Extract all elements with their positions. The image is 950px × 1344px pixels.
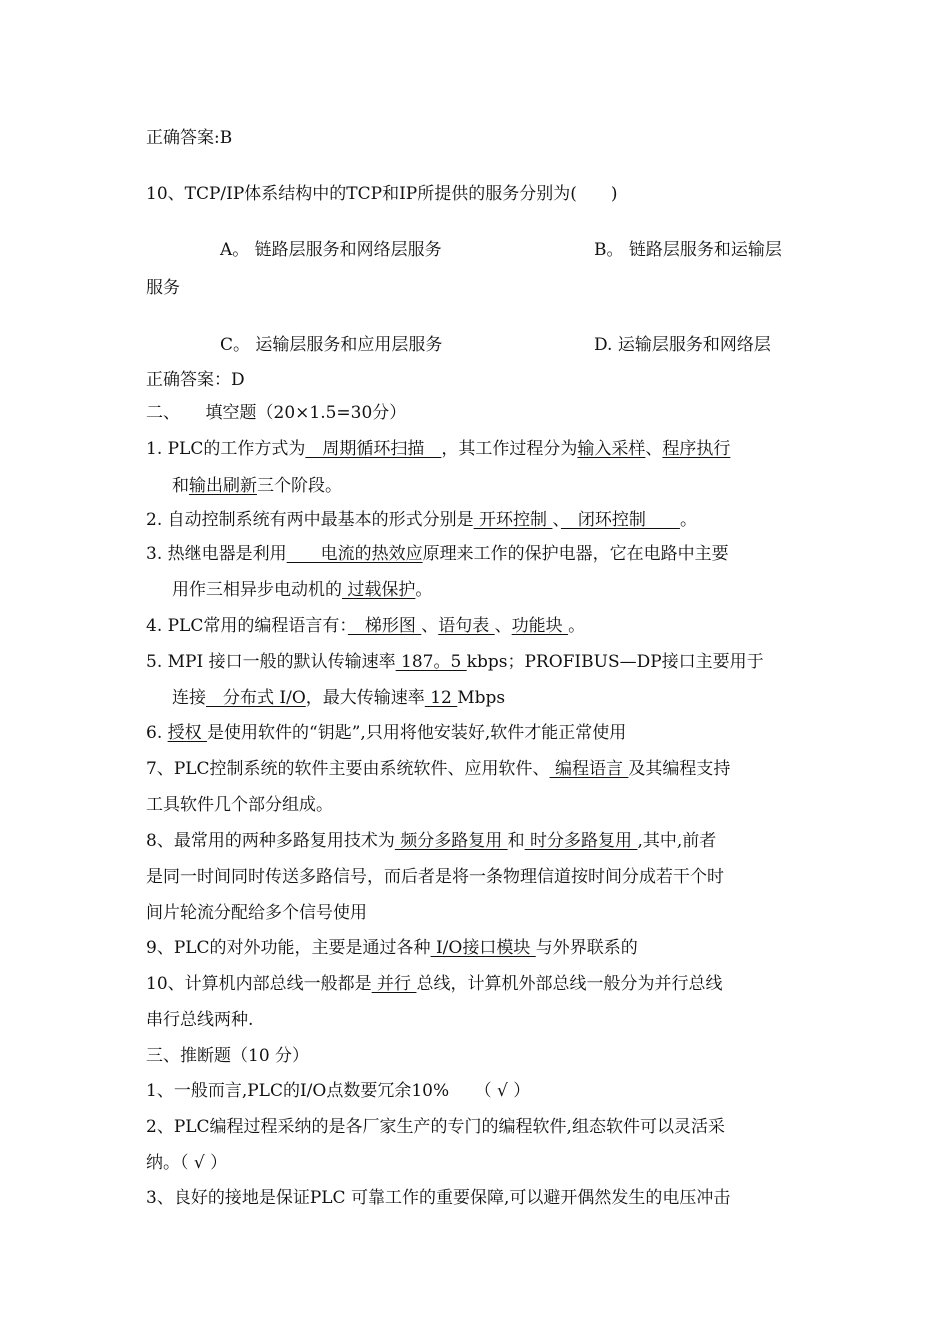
fill-item-7-cont: 工具软件几个部分组成。 [146,795,333,815]
blank-answer: 分布式 I/O [206,688,306,708]
previous-answer: 正确答案:B [146,128,233,148]
blank-answer: 周期循环扫描 [305,439,442,459]
fill-item-1-cont: 和输出刷新三个阶段。 [172,476,342,496]
fill-item-8: 8、最常用的两种多路复用技术为 频分多路复用 和 时分多路复用 ,其中,前者 [146,831,717,851]
fill-item-4: 4. PLC常用的编程语言有： 梯形图 、语句表 、功能块 。 [146,616,586,636]
section-2-heading: 二、 填空题（20×1.5=30分） [146,403,407,423]
judge-item-1: 1、一般而言,PLC的I/O点数要冗余10% （ √ ） [146,1081,531,1101]
option-d: D. 运输层服务和网络层 [594,335,771,355]
blank-answer: 187。5 [395,652,467,672]
option-a: A。 链路层服务和网络层服务 [220,240,442,260]
blank-answer: 开环控制 [473,510,553,530]
fill-item-10-cont: 串行总线两种. [146,1010,254,1030]
blank-answer: 并行 [371,974,417,994]
judge-item-2-cont: 纳。（ √ ） [146,1153,228,1173]
question-10-stem: 10、TCP/IP体系结构中的TCP和IP所提供的服务分别为( ) [146,184,618,204]
blank-answer: 输出刷新 [189,476,257,496]
fill-item-5-cont: 连接 分布式 I/O，最大传输速率 12 Mbps [172,688,506,708]
fill-item-6: 6. 授权 是使用软件的“钥匙”,只用将他安装好,软件才能正常使用 [146,723,627,743]
option-b-wrap: 服务 [146,278,180,298]
blank-answer: 输入采样 [577,439,646,459]
blank-answer: I/O接口模块 [430,938,536,958]
judge-item-3: 3、良好的接地是保证PLC 可靠工作的重要保障,可以避开偶然发生的电压冲击 [146,1188,731,1208]
option-b: B。 链路层服务和运输层 [594,240,782,260]
fill-item-8-cont-2: 间片轮流分配给多个信号使用 [146,903,367,923]
blank-answer: 过载保护 [342,580,416,600]
blank-answer: 功能块 [511,616,569,636]
fill-item-10: 10、计算机内部总线一般都是 并行 总线，计算机外部总线一般分为并行总线 [146,974,723,994]
fill-item-3: 3. 热继电器是利用 电流的热效应原理来工作的保护电器，它在电路中主要 [146,544,729,564]
question-10-answer: 正确答案：D [146,370,245,390]
fill-item-7: 7、PLC控制系统的软件主要由系统软件、应用软件、 编程语言 及其编程支持 [146,759,731,779]
blank-answer: 语句表 [438,616,495,636]
blank-answer: 时分多路复用 [524,831,638,851]
judge-item-2: 2、PLC编程过程采纳的是各厂家生产的专门的编程软件,组态软件可以灵活采 [146,1117,725,1137]
blank-answer: 授权 [167,723,208,743]
fill-item-5: 5. MPI 接口一般的默认传输速率 187。5 kbps；PROFIBUS—DP接口主要用于 [146,652,764,672]
blank-answer: 频分多路复用 [394,831,508,851]
blank-answer: 12 [424,688,458,708]
fill-item-9: 9、PLC的对外功能，主要是通过各种 I/O接口模块 与外界联系的 [146,938,638,958]
blank-answer: 电流的热效应 [286,544,423,564]
fill-item-3-cont: 用作三相异步电动机的 过载保护。 [172,580,433,600]
fill-item-1: 1. PLC的工作方式为 周期循环扫描 ，其工作过程分为输入采样、程序执行 [146,439,731,459]
blank-answer: 编程语言 [549,759,629,779]
blank-answer: 程序执行 [662,439,731,459]
option-c: C。 运输层服务和应用层服务 [220,335,443,355]
section-3-heading: 三、推断题（10 分） [146,1046,310,1066]
fill-item-8-cont-1: 是同一时间同时传送多路信号，而后者是将一条物理信道按时间分成若干个时 [146,867,724,887]
blank-answer: 闭环控制 [560,510,680,530]
blank-answer: 梯形图 [347,616,422,636]
fill-item-2: 2. 自动控制系统有两中最基本的形式分别是 开环控制 、 闭环控制 。 [146,510,697,530]
